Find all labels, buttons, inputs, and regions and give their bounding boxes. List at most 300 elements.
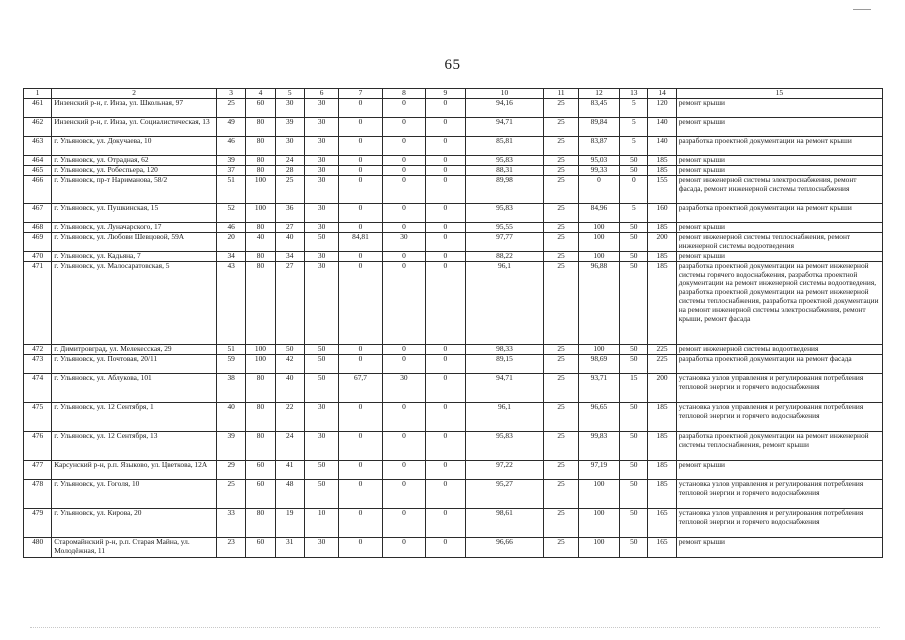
value-col-8: 0 (382, 203, 425, 222)
value-col-9: 0 (426, 373, 465, 402)
value-col-3: 37 (217, 165, 246, 175)
row-number: 461 (24, 98, 52, 117)
value-col-8: 0 (382, 537, 425, 557)
row-number: 475 (24, 402, 52, 431)
value-col-13: 50 (620, 479, 648, 508)
value-col-7: 84,81 (339, 232, 382, 251)
value-col-9: 0 (426, 136, 465, 155)
row-number: 473 (24, 354, 52, 373)
works-description-cell: ремонт инженерной системы электроснабжения, ремонт фасада, ремонт инженерной системы теплоснабжения (676, 175, 882, 203)
row-number: 470 (24, 251, 52, 261)
value-col-14: 185 (648, 402, 676, 431)
value-col-6: 30 (304, 261, 338, 344)
value-col-12: 100 (578, 344, 619, 354)
value-col-9: 0 (426, 479, 465, 508)
table-row (24, 175, 883, 203)
works-description-cell: установка узлов управления и регулирования потребления тепловой энергии и горячего водоснабжения (676, 402, 882, 431)
value-col-11: 25 (544, 354, 578, 373)
page-number: 65 (444, 57, 461, 73)
value-col-10: 88,31 (465, 165, 544, 175)
value-col-6: 50 (304, 373, 338, 402)
value-col-14: 165 (648, 537, 676, 557)
table-row (24, 460, 883, 479)
value-col-5: 19 (275, 508, 304, 537)
value-col-11: 25 (544, 431, 578, 460)
value-col-11: 25 (544, 479, 578, 508)
value-col-7: 0 (339, 222, 382, 232)
column-header: 5 (275, 89, 304, 99)
value-col-9: 0 (426, 508, 465, 537)
value-col-6: 30 (304, 251, 338, 261)
column-header: 10 (465, 89, 544, 99)
value-col-13: 50 (620, 344, 648, 354)
value-col-14: 185 (648, 261, 676, 344)
address-cell: г. Ульяновск, ул. Луначарского, 17 (52, 222, 217, 232)
value-col-9: 0 (426, 261, 465, 344)
value-col-6: 30 (304, 165, 338, 175)
value-col-10: 97,77 (465, 232, 544, 251)
value-col-14: 120 (648, 98, 676, 117)
address-cell: Старомайнский р-н, р.п. Старая Майна, ул. Молодёжная, 11 (52, 537, 217, 557)
value-col-12: 98,69 (578, 354, 619, 373)
value-col-4: 80 (246, 373, 275, 402)
value-col-5: 41 (275, 460, 304, 479)
address-cell: г. Ульяновск, ул. Аблукова, 101 (52, 373, 217, 402)
address-cell: г. Ульяновск, ул. Любови Шевцовой, 59А (52, 232, 217, 251)
column-header: 12 (578, 89, 619, 99)
table-row (24, 222, 883, 232)
row-number: 480 (24, 537, 52, 557)
value-col-8: 0 (382, 155, 425, 165)
value-col-14: 185 (648, 165, 676, 175)
value-col-3: 25 (217, 479, 246, 508)
value-col-10: 95,83 (465, 431, 544, 460)
value-col-11: 25 (544, 373, 578, 402)
value-col-5: 50 (275, 344, 304, 354)
value-col-12: 100 (578, 508, 619, 537)
value-col-7: 0 (339, 136, 382, 155)
row-number: 466 (24, 175, 52, 203)
value-col-14: 155 (648, 175, 676, 203)
value-col-13: 50 (620, 155, 648, 165)
works-description-cell: ремонт инженерной системы водоотведения (676, 344, 882, 354)
works-description-cell: ремонт крыши (676, 165, 882, 175)
value-col-7: 0 (339, 155, 382, 165)
value-col-10: 95,83 (465, 155, 544, 165)
value-col-7: 0 (339, 175, 382, 203)
value-col-4: 80 (246, 431, 275, 460)
table-row (24, 117, 883, 136)
value-col-6: 30 (304, 222, 338, 232)
value-col-3: 34 (217, 251, 246, 261)
value-col-9: 0 (426, 251, 465, 261)
value-col-10: 98,61 (465, 508, 544, 537)
row-number: 465 (24, 165, 52, 175)
value-col-13: 50 (620, 431, 648, 460)
value-col-11: 25 (544, 251, 578, 261)
value-col-8: 0 (382, 175, 425, 203)
value-col-12: 97,19 (578, 460, 619, 479)
value-col-11: 25 (544, 136, 578, 155)
column-header: 7 (339, 89, 382, 99)
value-col-5: 40 (275, 373, 304, 402)
value-col-4: 60 (246, 460, 275, 479)
value-col-3: 49 (217, 117, 246, 136)
value-col-5: 42 (275, 354, 304, 373)
value-col-12: 84,96 (578, 203, 619, 222)
value-col-3: 46 (217, 222, 246, 232)
column-header: 15 (676, 89, 882, 99)
value-col-6: 30 (304, 136, 338, 155)
value-col-11: 25 (544, 155, 578, 165)
value-col-4: 80 (246, 117, 275, 136)
value-col-12: 95,03 (578, 155, 619, 165)
value-col-6: 50 (304, 354, 338, 373)
value-col-3: 59 (217, 354, 246, 373)
value-col-12: 0 (578, 175, 619, 203)
column-header: 13 (620, 89, 648, 99)
value-col-3: 51 (217, 175, 246, 203)
column-header: 11 (544, 89, 578, 99)
value-col-8: 0 (382, 117, 425, 136)
value-col-13: 50 (620, 354, 648, 373)
value-col-10: 94,16 (465, 98, 544, 117)
value-col-13: 5 (620, 203, 648, 222)
value-col-11: 25 (544, 203, 578, 222)
address-cell: Карсунский р-н, р.п. Языково, ул. Цветкова, 12А (52, 460, 217, 479)
column-header: 9 (426, 89, 465, 99)
value-col-8: 0 (382, 165, 425, 175)
value-col-10: 85,81 (465, 136, 544, 155)
value-col-4: 40 (246, 232, 275, 251)
value-col-14: 165 (648, 508, 676, 537)
value-col-9: 0 (426, 460, 465, 479)
value-col-9: 0 (426, 232, 465, 251)
column-header: 6 (304, 89, 338, 99)
works-description-cell: ремонт крыши (676, 155, 882, 165)
works-description-cell: установка узлов управления и регулирования потребления тепловой энергии и горячего водоснабжения (676, 479, 882, 508)
value-col-7: 0 (339, 508, 382, 537)
value-col-3: 39 (217, 431, 246, 460)
value-col-13: 50 (620, 537, 648, 557)
value-col-4: 80 (246, 155, 275, 165)
value-col-6: 50 (304, 344, 338, 354)
value-col-8: 0 (382, 261, 425, 344)
address-cell: г. Димитровград, ул. Мелекесская, 29 (52, 344, 217, 354)
value-col-13: 5 (620, 98, 648, 117)
value-col-8: 0 (382, 136, 425, 155)
works-description-cell: ремонт крыши (676, 460, 882, 479)
table-row (24, 402, 883, 431)
value-col-4: 80 (246, 261, 275, 344)
table-header (24, 89, 883, 99)
value-col-4: 60 (246, 479, 275, 508)
row-number: 476 (24, 431, 52, 460)
column-header: 3 (217, 89, 246, 99)
works-description-cell: ремонт крыши (676, 222, 882, 232)
value-col-4: 80 (246, 165, 275, 175)
row-number: 467 (24, 203, 52, 222)
value-col-9: 0 (426, 431, 465, 460)
value-col-5: 22 (275, 402, 304, 431)
value-col-10: 95,27 (465, 479, 544, 508)
column-number-row (24, 89, 883, 99)
value-col-13: 50 (620, 232, 648, 251)
value-col-7: 0 (339, 203, 382, 222)
value-col-3: 25 (217, 98, 246, 117)
address-cell: г. Ульяновск, ул. Кирова, 20 (52, 508, 217, 537)
row-number: 474 (24, 373, 52, 402)
value-col-10: 94,71 (465, 117, 544, 136)
address-cell: г. Ульяновск, ул. Кадьяна, 7 (52, 251, 217, 261)
value-col-5: 24 (275, 155, 304, 165)
table-row (24, 165, 883, 175)
address-cell: Инзенский р-н, г. Инза, ул. Социалистическая, 13 (52, 117, 217, 136)
value-col-12: 93,71 (578, 373, 619, 402)
value-col-3: 51 (217, 344, 246, 354)
value-col-12: 96,88 (578, 261, 619, 344)
value-col-6: 30 (304, 117, 338, 136)
address-cell: г. Ульяновск, ул. 12 Сентября, 1 (52, 402, 217, 431)
table-row (24, 354, 883, 373)
value-col-10: 98,33 (465, 344, 544, 354)
value-col-8: 0 (382, 460, 425, 479)
value-col-12: 83,45 (578, 98, 619, 117)
value-col-5: 40 (275, 232, 304, 251)
value-col-4: 60 (246, 98, 275, 117)
value-col-14: 200 (648, 373, 676, 402)
value-col-8: 0 (382, 479, 425, 508)
works-description-cell: ремонт крыши (676, 251, 882, 261)
value-col-7: 0 (339, 537, 382, 557)
works-description-cell: ремонт крыши (676, 98, 882, 117)
row-number: 464 (24, 155, 52, 165)
value-col-14: 140 (648, 136, 676, 155)
works-description-cell: установка узлов управления и регулирования потребления тепловой энергии и горячего водоснабжения (676, 508, 882, 537)
address-cell: г. Ульяновск, ул. Робеспьера, 120 (52, 165, 217, 175)
value-col-10: 94,71 (465, 373, 544, 402)
value-col-3: 20 (217, 232, 246, 251)
value-col-3: 52 (217, 203, 246, 222)
value-col-3: 29 (217, 460, 246, 479)
value-col-11: 25 (544, 222, 578, 232)
table-row (24, 232, 883, 251)
value-col-4: 80 (246, 251, 275, 261)
value-col-3: 38 (217, 373, 246, 402)
table-body (24, 98, 883, 557)
value-col-7: 0 (339, 431, 382, 460)
column-header: 4 (246, 89, 275, 99)
value-col-12: 100 (578, 251, 619, 261)
value-col-13: 50 (620, 261, 648, 344)
value-col-11: 25 (544, 508, 578, 537)
value-col-3: 46 (217, 136, 246, 155)
value-col-10: 95,83 (465, 203, 544, 222)
value-col-9: 0 (426, 344, 465, 354)
value-col-13: 5 (620, 117, 648, 136)
value-col-3: 23 (217, 537, 246, 557)
value-col-11: 25 (544, 175, 578, 203)
works-description-cell: ремонт инженерной системы теплоснабжения, ремонт инженерной системы водоотведения (676, 232, 882, 251)
row-number: 472 (24, 344, 52, 354)
value-col-13: 15 (620, 373, 648, 402)
works-description-cell: разработка проектной документации на ремонт инженерной системы теплоснабжения, ремонт крыши (676, 431, 882, 460)
value-col-4: 80 (246, 222, 275, 232)
value-col-14: 185 (648, 222, 676, 232)
value-col-3: 39 (217, 155, 246, 165)
value-col-7: 0 (339, 354, 382, 373)
value-col-12: 100 (578, 222, 619, 232)
value-col-5: 25 (275, 175, 304, 203)
value-col-10: 96,1 (465, 261, 544, 344)
table-row (24, 155, 883, 165)
value-col-14: 140 (648, 117, 676, 136)
value-col-14: 185 (648, 251, 676, 261)
value-col-4: 100 (246, 203, 275, 222)
address-cell: г. Ульяновск, ул. Почтовая, 20/11 (52, 354, 217, 373)
address-cell: г. Ульяновск, ул. Докучаева, 10 (52, 136, 217, 155)
value-col-6: 30 (304, 203, 338, 222)
value-col-7: 0 (339, 344, 382, 354)
value-col-13: 50 (620, 402, 648, 431)
address-cell: г. Ульяновск, ул. Пушкинская, 15 (52, 203, 217, 222)
works-description-cell: установка узлов управления и регулирования потребления тепловой энергии и горячего водоснабжения (676, 373, 882, 402)
value-col-9: 0 (426, 98, 465, 117)
value-col-7: 0 (339, 261, 382, 344)
value-col-8: 0 (382, 344, 425, 354)
value-col-12: 99,33 (578, 165, 619, 175)
value-col-6: 50 (304, 479, 338, 508)
value-col-11: 25 (544, 537, 578, 557)
table-row (24, 479, 883, 508)
value-col-6: 50 (304, 460, 338, 479)
value-col-4: 80 (246, 136, 275, 155)
value-col-14: 185 (648, 460, 676, 479)
value-col-8: 0 (382, 431, 425, 460)
value-col-9: 0 (426, 155, 465, 165)
value-col-6: 30 (304, 155, 338, 165)
value-col-6: 30 (304, 175, 338, 203)
value-col-10: 96,1 (465, 402, 544, 431)
value-col-11: 25 (544, 117, 578, 136)
value-col-11: 25 (544, 165, 578, 175)
value-col-13: 50 (620, 460, 648, 479)
value-col-3: 33 (217, 508, 246, 537)
value-col-3: 40 (217, 402, 246, 431)
value-col-8: 0 (382, 354, 425, 373)
value-col-8: 30 (382, 232, 425, 251)
value-col-7: 67,7 (339, 373, 382, 402)
value-col-14: 185 (648, 431, 676, 460)
value-col-6: 50 (304, 232, 338, 251)
value-col-12: 99,83 (578, 431, 619, 460)
value-col-9: 0 (426, 537, 465, 557)
value-col-4: 60 (246, 537, 275, 557)
value-col-4: 80 (246, 402, 275, 431)
value-col-7: 0 (339, 479, 382, 508)
value-col-4: 100 (246, 175, 275, 203)
works-description-cell: разработка проектной документации на ремонт фасада (676, 354, 882, 373)
row-number: 478 (24, 479, 52, 508)
value-col-5: 27 (275, 222, 304, 232)
value-col-12: 96,65 (578, 402, 619, 431)
value-col-7: 0 (339, 117, 382, 136)
value-col-4: 100 (246, 344, 275, 354)
value-col-8: 0 (382, 222, 425, 232)
value-col-5: 31 (275, 537, 304, 557)
value-col-8: 0 (382, 251, 425, 261)
value-col-5: 48 (275, 479, 304, 508)
address-cell: г. Ульяновск, ул. Малосаратовская, 5 (52, 261, 217, 344)
value-col-13: 5 (620, 136, 648, 155)
table-row (24, 136, 883, 155)
value-col-9: 0 (426, 354, 465, 373)
value-col-5: 24 (275, 431, 304, 460)
value-col-7: 0 (339, 402, 382, 431)
value-col-9: 0 (426, 165, 465, 175)
table-row (24, 98, 883, 117)
value-col-5: 39 (275, 117, 304, 136)
address-cell: г. Ульяновск, ул. Отрадная, 62 (52, 155, 217, 165)
value-col-9: 0 (426, 222, 465, 232)
address-cell: г. Ульяновск, пр-т Нариманова, 58/2 (52, 175, 217, 203)
value-col-10: 88,22 (465, 251, 544, 261)
value-col-10: 96,66 (465, 537, 544, 557)
value-col-5: 30 (275, 98, 304, 117)
value-col-5: 27 (275, 261, 304, 344)
works-description-cell: разработка проектной документации на ремонт крыши (676, 203, 882, 222)
value-col-6: 30 (304, 402, 338, 431)
works-description-cell: ремонт крыши (676, 537, 882, 557)
value-col-7: 0 (339, 251, 382, 261)
column-header: 8 (382, 89, 425, 99)
value-col-14: 225 (648, 344, 676, 354)
address-cell: г. Ульяновск, ул. Гоголя, 10 (52, 479, 217, 508)
value-col-12: 100 (578, 537, 619, 557)
value-col-10: 89,15 (465, 354, 544, 373)
value-col-9: 0 (426, 175, 465, 203)
value-col-9: 0 (426, 203, 465, 222)
value-col-14: 200 (648, 232, 676, 251)
row-number: 477 (24, 460, 52, 479)
value-col-9: 0 (426, 402, 465, 431)
value-col-8: 30 (382, 373, 425, 402)
value-col-8: 0 (382, 402, 425, 431)
value-col-11: 25 (544, 460, 578, 479)
address-cell: г. Ульяновск, ул. 12 Сентября, 13 (52, 431, 217, 460)
value-col-14: 160 (648, 203, 676, 222)
value-col-5: 30 (275, 136, 304, 155)
value-col-7: 0 (339, 460, 382, 479)
value-col-14: 185 (648, 155, 676, 165)
row-number: 462 (24, 117, 52, 136)
value-col-7: 0 (339, 165, 382, 175)
scan-edge-noise (30, 627, 880, 628)
value-col-10: 95,55 (465, 222, 544, 232)
value-col-13: 50 (620, 222, 648, 232)
value-col-5: 36 (275, 203, 304, 222)
value-col-8: 0 (382, 98, 425, 117)
column-header: 2 (52, 89, 217, 99)
value-col-9: 0 (426, 117, 465, 136)
table-row (24, 431, 883, 460)
works-description-cell: разработка проектной документации на ремонт инженерной системы горячего водоснабжения, разработка проектной документации на ремонт инженерной системы водоотведения, разработка проектной документации на ремонт инженерной системы теплоснабжения, разработка проектной документации на ремонт инженерной системы электроснабжения, ремонт крыши, ремонт фасада (676, 261, 882, 344)
value-col-11: 25 (544, 344, 578, 354)
row-number: 469 (24, 232, 52, 251)
scan-mark (853, 9, 871, 10)
value-col-3: 43 (217, 261, 246, 344)
value-col-11: 25 (544, 261, 578, 344)
